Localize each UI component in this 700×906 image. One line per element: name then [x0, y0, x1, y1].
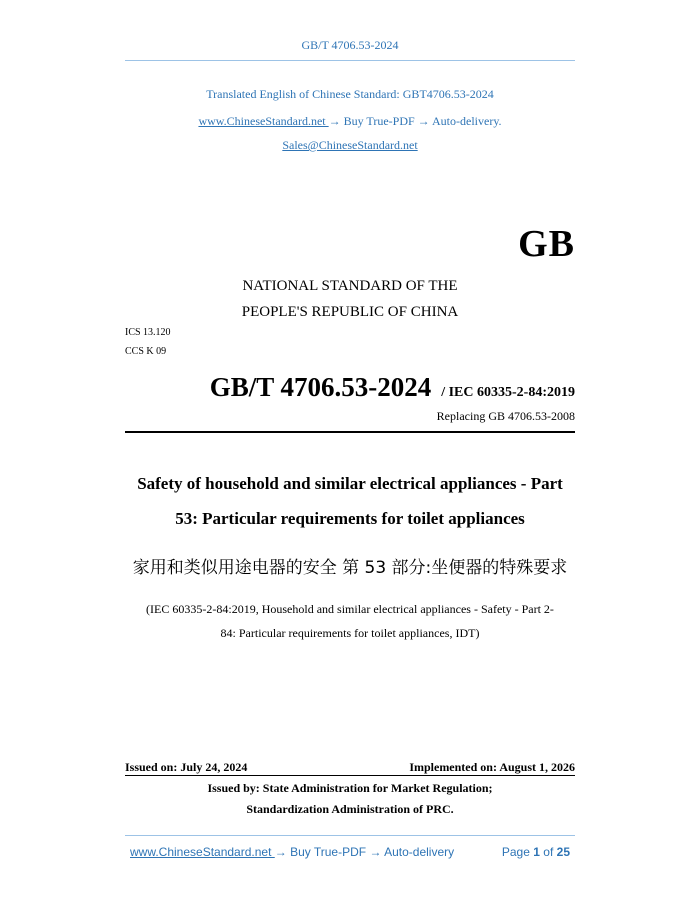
replacing-note: Replacing GB 4706.53-2008 — [436, 409, 575, 423]
footer-buy-line — [130, 845, 454, 859]
site-link[interactable]: www.ChineseStandard.net — [198, 114, 329, 128]
footer-divider — [125, 835, 575, 836]
page-current: 1 — [533, 845, 540, 859]
iec-reference: / IEC 60335-2-84:2019 — [441, 385, 575, 400]
iec-description-line-2: 84: Particular requirements for toilet appliances, IDT) — [220, 626, 480, 640]
national-standard-line-2: PEOPLE'S REPUBLIC OF CHINA — [241, 304, 459, 320]
translation-notice: Translated English of Chinese Standard: GBT4706.53-2024 — [206, 87, 494, 101]
national-standard-line-1: NATIONAL STANDARD OF THE — [242, 278, 458, 294]
ccs-code: CCS K 09 — [125, 346, 167, 357]
issued-by-line-1: Issued by: State Administration for Market Regulation; — [207, 781, 493, 795]
iec-description-line-1: (IEC 60335-2-84:2019, Household and similar electrical appliances - Safety - Part 2- — [146, 602, 554, 616]
header-divider — [125, 60, 575, 61]
issued-by-line-2: Standardization Administration of PRC. — [246, 802, 454, 816]
title-chinese: 家用和类似用途电器的安全 第 53 部分:坐便器的特殊要求 — [132, 558, 568, 578]
title-english-line-1: Safety of household and similar electrical appliances - Part — [137, 474, 563, 493]
page-of: of — [543, 845, 554, 859]
buy-text: → Buy True-PDF → Auto-delivery. — [328, 114, 502, 128]
buy-line — [0, 114, 700, 129]
page-indicator — [502, 845, 570, 859]
title-divider — [125, 431, 575, 433]
implemented-on-date: Implemented on: August 1, 2026 — [409, 760, 575, 774]
footer-buy-text: → Buy True-PDF → Auto-delivery — [274, 845, 455, 859]
page-label: Page — [501, 845, 530, 859]
standard-number: GB/T 4706.53-2024 — [209, 372, 432, 402]
standard-number-line — [210, 372, 575, 403]
email-link[interactable]: Sales@ChineseStandard.net — [282, 138, 418, 152]
header-title: GB/T 4706.53-2024 — [301, 38, 399, 52]
title-english-line-2: 53: Particular requirements for toilet appliances — [175, 509, 525, 528]
gb-mark: GB — [518, 223, 575, 265]
issue-divider — [125, 775, 575, 776]
ics-code: ICS 13.120 — [125, 327, 171, 338]
page-total: 25 — [556, 845, 570, 859]
footer-site-link[interactable]: www.ChineseStandard.net — [130, 845, 275, 859]
issued-on-date: Issued on: July 24, 2024 — [125, 760, 248, 774]
email-line — [0, 138, 700, 153]
